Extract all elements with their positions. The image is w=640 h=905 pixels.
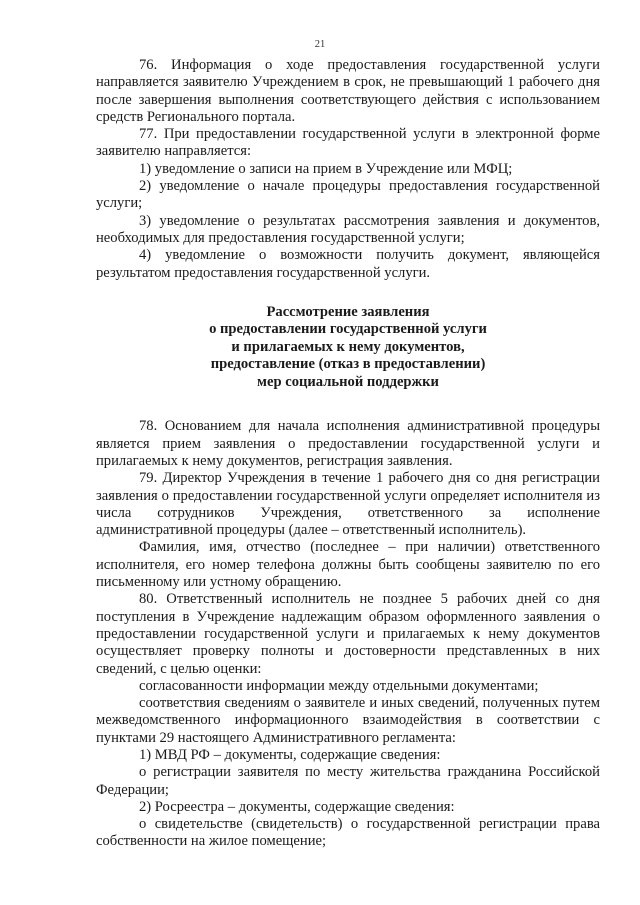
list-item-1: 1) уведомление о записи на прием в Учреждение или МФЦ; [139,160,513,177]
page-number: 21 [314,39,326,50]
document-body [96,57,600,851]
list-item-2: 2) уведомление о начале процедуры предоставления государственной услуги; [96,178,600,212]
check-item-correspondence: соответствия сведениям о заявителе и иных сведений, полученных путем межведомственного информационного взаимодействия в соответствии с пунктами 29 настоящего Административного регламента: [96,695,600,746]
source-mvd-detail: о регистрации заявителя по месту жительства гражданина Российской Федерации; [96,764,600,798]
list-item-4: 4) уведомление о возможности получить документ, являющейся результатом предоставления государственной услуги. [96,247,600,281]
paragraph-80: 80. Ответственный исполнитель не позднее 5 рабочих дней со дня поступления в Учреждение надлежащим образом оформленного заявления о предоставлении государственной услуги и прилагаемых к нему документов осуществляет проверку полноты и достоверности представленных в них сведений, с целью оценки: [96,591,600,677]
heading-line: мер социальной поддержки [257,373,439,390]
paragraph-78: 78. Основанием для начала исполнения административной процедуры является прием заявления о предоставлении государственной услуги и прилагаемых к нему документов, регистрация заявления. [96,418,600,469]
paragraph-79: 79. Директор Учреждения в течение 1 рабочего дня со дня регистрации заявления о предоставлении государственной услуги определяет исполнителя из числа сотрудников Учреждения, ответственного за исполнение административной процедуры (далее – ответственный исполнитель). [96,470,600,539]
paragraph-76: 76. Информация о ходе предоставления государственной услуги направляется заявителю Учреждением в срок, не превышающий 1 рабочего дня после завершения выполнения соответствующего действия с использованием средств Регионального портала. [96,57,600,125]
heading-line: и прилагаемых к нему документов, [231,338,465,355]
heading-line: о предоставлении государственной услуги [209,321,487,338]
heading-line: предоставление (отказ в предоставлении) [210,356,486,373]
heading-line: Рассмотрение заявления [266,303,430,320]
list-item-3: 3) уведомление о результатах рассмотрения заявления и документов, необходимых для предоставления государственной услуги; [96,212,600,246]
check-item-consistency: согласованности информации между отдельными документами; [139,677,539,694]
source-mvd: 1) МВД РФ – документы, содержащие сведения: [139,747,441,763]
section-heading [96,304,600,392]
paragraph-77: 77. При предоставлении государственной услуги в электронной форме заявителю направляется: [96,126,600,160]
source-rosreestr: 2) Росреестра – документы, содержащие сведения: [139,798,455,815]
source-rosreestr-detail: о свидетельстве (свидетельств) о государственной регистрации права собственности на жилое помещение; [96,816,600,850]
paragraph-responsible-contact: Фамилия, имя, отчество (последнее – при наличии) ответственного исполнителя, его номер телефона должны быть сообщены заявителю по его письменному или устному обращению. [96,539,600,591]
